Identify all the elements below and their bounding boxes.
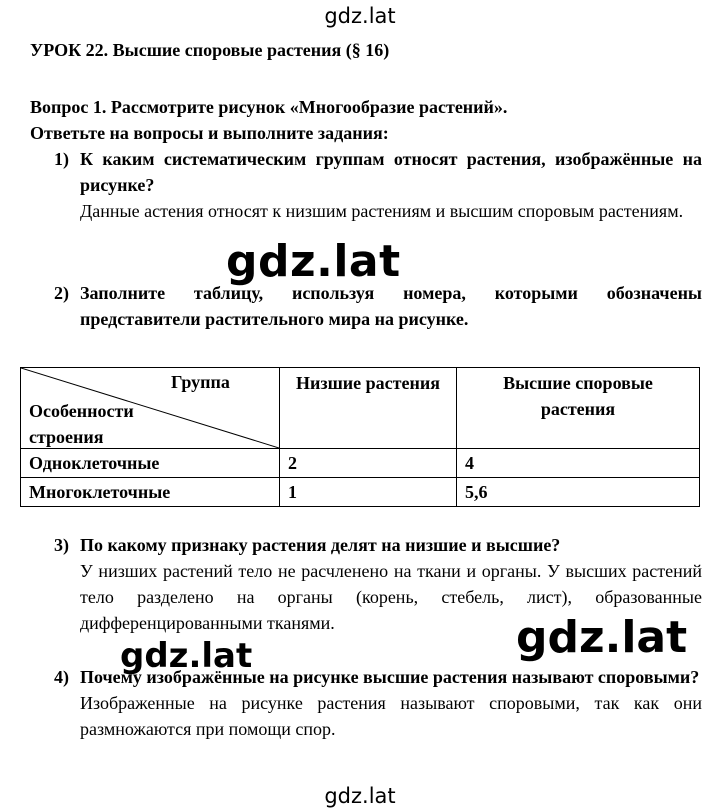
watermark-top: gdz.lat [324, 4, 396, 28]
classification-table [20, 367, 700, 507]
table-corner-cell [21, 368, 280, 449]
table-cell: 4 [457, 449, 700, 478]
table-row-label: Многоклеточные [21, 478, 280, 507]
item-number: 2) [54, 283, 69, 303]
item-answer: У низших растений тело не расчленено на ткани и органы. У высших растений тело разделено на органы (корень, стебель, лист), образованные дифференцированными тканями. [80, 561, 702, 633]
watermark-middle: gdz.lat [226, 236, 401, 287]
item-answer: Изображенные на рисунке растения называют споровыми, так как они размножаются при помощи спор. [80, 693, 702, 739]
table-row [21, 478, 700, 507]
item-answer: Данные астения относят к низшим растениям и высшим споровым растениям. [80, 201, 684, 221]
item-question: К каким систематическим группам относят растения, изображённые на рисунке? [80, 149, 702, 195]
table-cell: 1 [280, 478, 457, 507]
table-header-higher-spore-plants: Высшие споровые растения [457, 368, 700, 449]
corner-features-label: Особенности строения [29, 401, 134, 447]
table-cell: 2 [280, 449, 457, 478]
question-line-2: Ответьте на вопросы и выполните задания: [30, 123, 389, 143]
item-number: 1) [54, 149, 69, 169]
item-number: 4) [54, 667, 69, 687]
question-item-2 [54, 280, 702, 332]
item-number: 3) [54, 535, 69, 555]
lesson-title: УРОК 22. Высшие споровые растения (§ 16) [30, 40, 390, 60]
table-header-row [21, 368, 700, 449]
watermark-right: gdz.lat [512, 612, 691, 663]
question-line-1: Вопрос 1. Рассмотрите рисунок «Многообразие растений». [30, 97, 508, 117]
table-row [21, 449, 700, 478]
question-item-4 [54, 664, 702, 742]
table-row-label: Одноклеточные [21, 449, 280, 478]
question-item-1 [54, 146, 702, 224]
question-heading [30, 94, 700, 146]
watermark-left: gdz.lat [116, 636, 256, 676]
item-question: Почему изображённые на рисунке высшие растения называют споровыми? [80, 667, 700, 687]
table-header-lower-plants: Низшие растения [280, 368, 457, 449]
corner-group-label: Группа [171, 372, 230, 392]
item-question: По какому признаку растения делят на низшие и высшие? [80, 535, 561, 555]
item-question: Заполните таблицу, используя номера, которыми обозначены представители растительного мира на рисунке. [80, 283, 702, 329]
table-cell: 5,6 [457, 478, 700, 507]
watermark-bottom: gdz.lat [324, 784, 396, 808]
